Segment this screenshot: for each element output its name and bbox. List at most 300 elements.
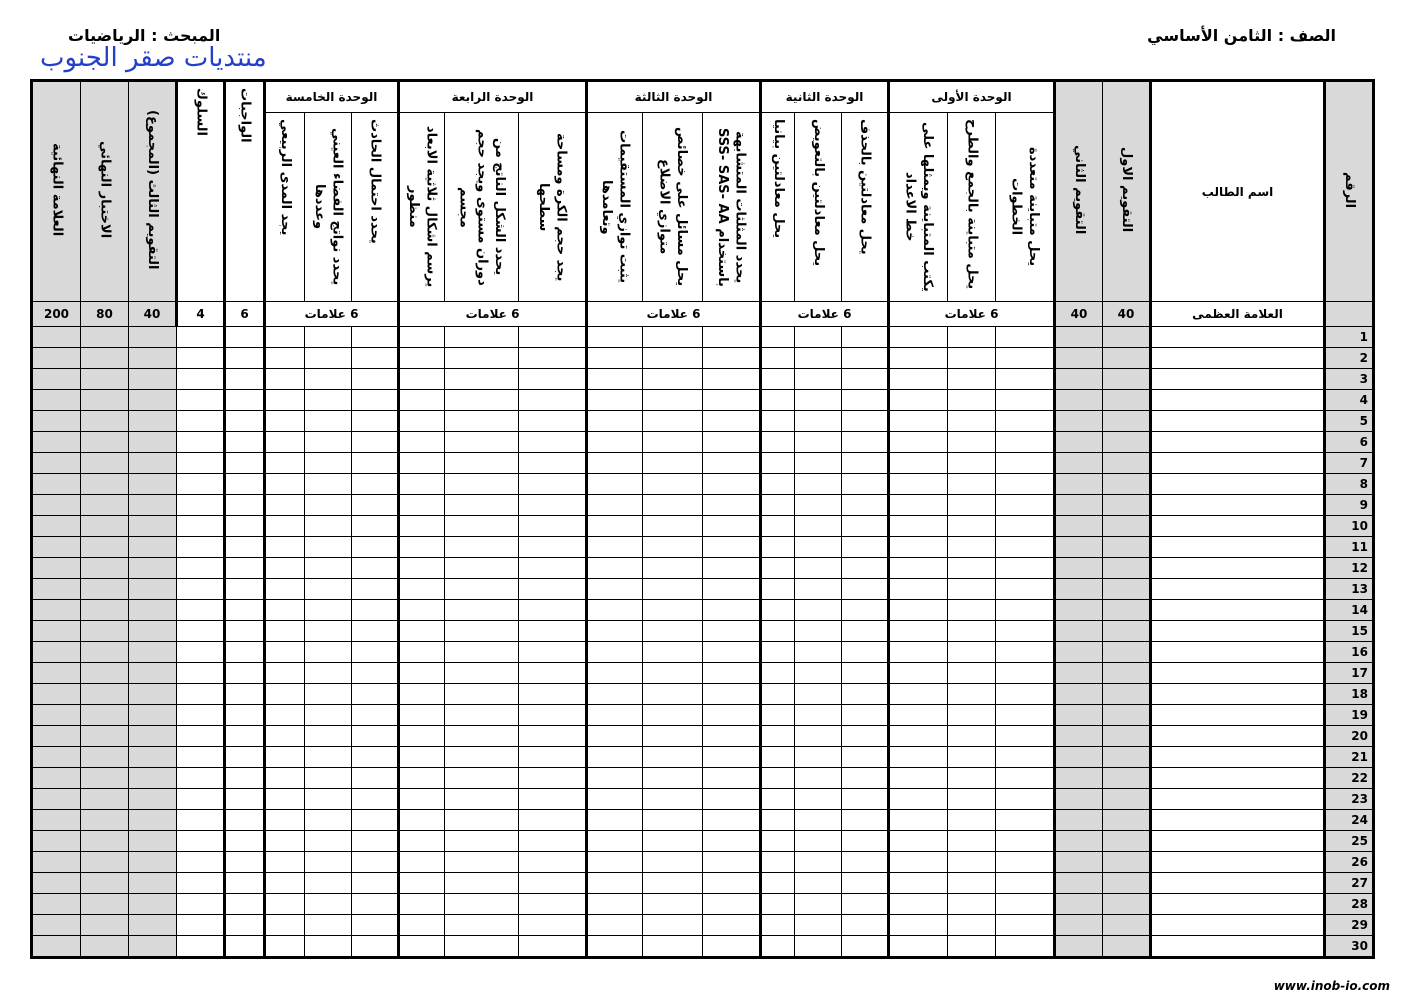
grade-cell[interactable] <box>352 474 399 495</box>
student-name-cell[interactable] <box>1151 684 1325 705</box>
grade-cell[interactable] <box>795 768 842 789</box>
grade-cell[interactable] <box>519 558 587 579</box>
grade-cell[interactable] <box>399 789 445 810</box>
grade-cell[interactable] <box>948 705 996 726</box>
grade-cell[interactable] <box>225 831 265 852</box>
grade-cell[interactable] <box>1055 411 1103 432</box>
grade-cell[interactable] <box>399 516 445 537</box>
grade-cell[interactable] <box>177 747 225 768</box>
grade-cell[interactable] <box>32 516 81 537</box>
grade-cell[interactable] <box>265 831 305 852</box>
grade-cell[interactable] <box>587 621 643 642</box>
grade-cell[interactable] <box>795 915 842 936</box>
grade-cell[interactable] <box>795 894 842 915</box>
grade-cell[interactable] <box>32 873 81 894</box>
grade-cell[interactable] <box>761 831 795 852</box>
grade-cell[interactable] <box>177 348 225 369</box>
grade-cell[interactable] <box>761 663 795 684</box>
grade-cell[interactable] <box>1103 894 1151 915</box>
grade-cell[interactable] <box>81 768 129 789</box>
grade-cell[interactable] <box>129 537 177 558</box>
grade-cell[interactable] <box>32 684 81 705</box>
grade-cell[interactable] <box>587 579 643 600</box>
student-name-cell[interactable] <box>1151 789 1325 810</box>
grade-cell[interactable] <box>445 894 519 915</box>
grade-cell[interactable] <box>129 621 177 642</box>
grade-cell[interactable] <box>399 453 445 474</box>
grade-cell[interactable] <box>889 621 948 642</box>
grade-cell[interactable] <box>996 453 1055 474</box>
grade-cell[interactable] <box>305 768 352 789</box>
grade-cell[interactable] <box>32 495 81 516</box>
grade-cell[interactable] <box>1055 537 1103 558</box>
grade-cell[interactable] <box>399 894 445 915</box>
grade-cell[interactable] <box>948 516 996 537</box>
grade-cell[interactable] <box>129 852 177 873</box>
grade-cell[interactable] <box>81 810 129 831</box>
grade-cell[interactable] <box>265 537 305 558</box>
grade-cell[interactable] <box>352 369 399 390</box>
grade-cell[interactable] <box>842 684 889 705</box>
grade-cell[interactable] <box>1103 810 1151 831</box>
grade-cell[interactable] <box>889 495 948 516</box>
grade-cell[interactable] <box>305 495 352 516</box>
grade-cell[interactable] <box>889 348 948 369</box>
student-name-cell[interactable] <box>1151 810 1325 831</box>
grade-cell[interactable] <box>177 474 225 495</box>
grade-cell[interactable] <box>32 579 81 600</box>
grade-cell[interactable] <box>81 558 129 579</box>
grade-cell[interactable] <box>129 579 177 600</box>
grade-cell[interactable] <box>795 726 842 747</box>
grade-cell[interactable] <box>842 705 889 726</box>
student-name-cell[interactable] <box>1151 873 1325 894</box>
grade-cell[interactable] <box>177 579 225 600</box>
grade-cell[interactable] <box>519 894 587 915</box>
grade-cell[interactable] <box>1055 327 1103 348</box>
grade-cell[interactable] <box>703 537 761 558</box>
grade-cell[interactable] <box>81 453 129 474</box>
grade-cell[interactable] <box>352 915 399 936</box>
grade-cell[interactable] <box>32 915 81 936</box>
grade-cell[interactable] <box>1055 768 1103 789</box>
grade-cell[interactable] <box>265 810 305 831</box>
grade-cell[interactable] <box>761 642 795 663</box>
grade-cell[interactable] <box>889 537 948 558</box>
grade-cell[interactable] <box>265 663 305 684</box>
grade-cell[interactable] <box>399 663 445 684</box>
grade-cell[interactable] <box>889 873 948 894</box>
grade-cell[interactable] <box>81 327 129 348</box>
grade-cell[interactable] <box>795 663 842 684</box>
grade-cell[interactable] <box>399 621 445 642</box>
grade-cell[interactable] <box>225 873 265 894</box>
grade-cell[interactable] <box>996 768 1055 789</box>
grade-cell[interactable] <box>842 936 889 958</box>
grade-cell[interactable] <box>587 474 643 495</box>
grade-cell[interactable] <box>129 747 177 768</box>
grade-cell[interactable] <box>519 915 587 936</box>
grade-cell[interactable] <box>795 474 842 495</box>
grade-cell[interactable] <box>352 411 399 432</box>
grade-cell[interactable] <box>761 810 795 831</box>
grade-cell[interactable] <box>889 894 948 915</box>
grade-cell[interactable] <box>81 495 129 516</box>
grade-cell[interactable] <box>399 327 445 348</box>
grade-cell[interactable] <box>842 579 889 600</box>
grade-cell[interactable] <box>587 810 643 831</box>
grade-cell[interactable] <box>265 747 305 768</box>
grade-cell[interactable] <box>948 684 996 705</box>
grade-cell[interactable] <box>177 789 225 810</box>
grade-cell[interactable] <box>32 831 81 852</box>
grade-cell[interactable] <box>445 579 519 600</box>
grade-cell[interactable] <box>177 852 225 873</box>
grade-cell[interactable] <box>889 474 948 495</box>
grade-cell[interactable] <box>81 348 129 369</box>
grade-cell[interactable] <box>1055 579 1103 600</box>
grade-cell[interactable] <box>889 642 948 663</box>
grade-cell[interactable] <box>352 642 399 663</box>
grade-cell[interactable] <box>265 705 305 726</box>
student-name-cell[interactable] <box>1151 915 1325 936</box>
grade-cell[interactable] <box>703 936 761 958</box>
grade-cell[interactable] <box>305 915 352 936</box>
grade-cell[interactable] <box>703 516 761 537</box>
grade-cell[interactable] <box>352 747 399 768</box>
grade-cell[interactable] <box>445 747 519 768</box>
grade-cell[interactable] <box>703 390 761 411</box>
grade-cell[interactable] <box>948 579 996 600</box>
grade-cell[interactable] <box>225 936 265 958</box>
grade-cell[interactable] <box>996 852 1055 873</box>
grade-cell[interactable] <box>399 936 445 958</box>
grade-cell[interactable] <box>948 348 996 369</box>
grade-cell[interactable] <box>32 411 81 432</box>
grade-cell[interactable] <box>352 873 399 894</box>
grade-cell[interactable] <box>643 600 703 621</box>
grade-cell[interactable] <box>399 411 445 432</box>
grade-cell[interactable] <box>81 726 129 747</box>
grade-cell[interactable] <box>519 831 587 852</box>
grade-cell[interactable] <box>305 558 352 579</box>
grade-cell[interactable] <box>265 726 305 747</box>
grade-cell[interactable] <box>761 894 795 915</box>
grade-cell[interactable] <box>399 432 445 453</box>
grade-cell[interactable] <box>643 894 703 915</box>
grade-cell[interactable] <box>587 642 643 663</box>
grade-cell[interactable] <box>445 495 519 516</box>
grade-cell[interactable] <box>842 789 889 810</box>
grade-cell[interactable] <box>81 579 129 600</box>
grade-cell[interactable] <box>177 537 225 558</box>
grade-cell[interactable] <box>996 348 1055 369</box>
grade-cell[interactable] <box>305 579 352 600</box>
grade-cell[interactable] <box>305 747 352 768</box>
grade-cell[interactable] <box>1055 432 1103 453</box>
grade-cell[interactable] <box>225 432 265 453</box>
grade-cell[interactable] <box>32 894 81 915</box>
grade-cell[interactable] <box>177 768 225 789</box>
grade-cell[interactable] <box>761 852 795 873</box>
grade-cell[interactable] <box>445 516 519 537</box>
grade-cell[interactable] <box>519 726 587 747</box>
grade-cell[interactable] <box>996 831 1055 852</box>
student-name-cell[interactable] <box>1151 432 1325 453</box>
student-name-cell[interactable] <box>1151 600 1325 621</box>
grade-cell[interactable] <box>889 432 948 453</box>
grade-cell[interactable] <box>842 348 889 369</box>
grade-cell[interactable] <box>1103 327 1151 348</box>
grade-cell[interactable] <box>1055 390 1103 411</box>
grade-cell[interactable] <box>225 537 265 558</box>
grade-cell[interactable] <box>1103 495 1151 516</box>
student-name-cell[interactable] <box>1151 348 1325 369</box>
grade-cell[interactable] <box>1103 474 1151 495</box>
grade-cell[interactable] <box>305 936 352 958</box>
grade-cell[interactable] <box>225 789 265 810</box>
grade-cell[interactable] <box>177 600 225 621</box>
grade-cell[interactable] <box>399 852 445 873</box>
grade-cell[interactable] <box>445 432 519 453</box>
grade-cell[interactable] <box>587 684 643 705</box>
student-name-cell[interactable] <box>1151 558 1325 579</box>
grade-cell[interactable] <box>948 894 996 915</box>
grade-cell[interactable] <box>703 726 761 747</box>
grade-cell[interactable] <box>225 390 265 411</box>
student-name-cell[interactable] <box>1151 474 1325 495</box>
grade-cell[interactable] <box>352 726 399 747</box>
grade-cell[interactable] <box>889 726 948 747</box>
grade-cell[interactable] <box>643 495 703 516</box>
grade-cell[interactable] <box>1103 768 1151 789</box>
grade-cell[interactable] <box>1055 600 1103 621</box>
grade-cell[interactable] <box>795 936 842 958</box>
grade-cell[interactable] <box>643 579 703 600</box>
grade-cell[interactable] <box>1103 873 1151 894</box>
grade-cell[interactable] <box>445 453 519 474</box>
grade-cell[interactable] <box>1103 579 1151 600</box>
grade-cell[interactable] <box>519 705 587 726</box>
grade-cell[interactable] <box>703 621 761 642</box>
grade-cell[interactable] <box>889 768 948 789</box>
grade-cell[interactable] <box>177 831 225 852</box>
grade-cell[interactable] <box>703 558 761 579</box>
grade-cell[interactable] <box>761 390 795 411</box>
grade-cell[interactable] <box>1055 852 1103 873</box>
grade-cell[interactable] <box>795 600 842 621</box>
grade-cell[interactable] <box>305 432 352 453</box>
grade-cell[interactable] <box>948 432 996 453</box>
grade-cell[interactable] <box>643 432 703 453</box>
grade-cell[interactable] <box>703 474 761 495</box>
grade-cell[interactable] <box>889 852 948 873</box>
grade-cell[interactable] <box>445 390 519 411</box>
grade-cell[interactable] <box>445 831 519 852</box>
grade-cell[interactable] <box>225 915 265 936</box>
grade-cell[interactable] <box>305 873 352 894</box>
grade-cell[interactable] <box>643 348 703 369</box>
grade-cell[interactable] <box>1103 369 1151 390</box>
grade-cell[interactable] <box>761 327 795 348</box>
grade-cell[interactable] <box>225 516 265 537</box>
grade-cell[interactable] <box>305 537 352 558</box>
grade-cell[interactable] <box>445 411 519 432</box>
grade-cell[interactable] <box>948 495 996 516</box>
grade-cell[interactable] <box>842 915 889 936</box>
grade-cell[interactable] <box>352 600 399 621</box>
student-name-cell[interactable] <box>1151 894 1325 915</box>
grade-cell[interactable] <box>761 684 795 705</box>
grade-cell[interactable] <box>587 495 643 516</box>
grade-cell[interactable] <box>1055 684 1103 705</box>
grade-cell[interactable] <box>587 432 643 453</box>
grade-cell[interactable] <box>445 768 519 789</box>
grade-cell[interactable] <box>842 390 889 411</box>
grade-cell[interactable] <box>399 600 445 621</box>
grade-cell[interactable] <box>643 390 703 411</box>
grade-cell[interactable] <box>1055 663 1103 684</box>
grade-cell[interactable] <box>703 579 761 600</box>
grade-cell[interactable] <box>587 936 643 958</box>
grade-cell[interactable] <box>129 327 177 348</box>
grade-cell[interactable] <box>177 516 225 537</box>
grade-cell[interactable] <box>795 369 842 390</box>
grade-cell[interactable] <box>399 579 445 600</box>
grade-cell[interactable] <box>948 852 996 873</box>
grade-cell[interactable] <box>761 747 795 768</box>
grade-cell[interactable] <box>265 852 305 873</box>
grade-cell[interactable] <box>352 852 399 873</box>
grade-cell[interactable] <box>305 348 352 369</box>
grade-cell[interactable] <box>1103 516 1151 537</box>
grade-cell[interactable] <box>643 663 703 684</box>
grade-cell[interactable] <box>399 390 445 411</box>
grade-cell[interactable] <box>795 852 842 873</box>
grade-cell[interactable] <box>643 747 703 768</box>
grade-cell[interactable] <box>129 453 177 474</box>
grade-cell[interactable] <box>519 369 587 390</box>
grade-cell[interactable] <box>519 747 587 768</box>
grade-cell[interactable] <box>225 411 265 432</box>
grade-cell[interactable] <box>81 516 129 537</box>
grade-cell[interactable] <box>225 348 265 369</box>
grade-cell[interactable] <box>948 747 996 768</box>
grade-cell[interactable] <box>177 642 225 663</box>
grade-cell[interactable] <box>643 684 703 705</box>
grade-cell[interactable] <box>399 369 445 390</box>
grade-cell[interactable] <box>948 600 996 621</box>
grade-cell[interactable] <box>81 747 129 768</box>
student-name-cell[interactable] <box>1151 768 1325 789</box>
grade-cell[interactable] <box>643 936 703 958</box>
grade-cell[interactable] <box>225 894 265 915</box>
student-name-cell[interactable] <box>1151 369 1325 390</box>
grade-cell[interactable] <box>177 726 225 747</box>
grade-cell[interactable] <box>948 726 996 747</box>
grade-cell[interactable] <box>842 747 889 768</box>
grade-cell[interactable] <box>703 663 761 684</box>
student-name-cell[interactable] <box>1151 453 1325 474</box>
grade-cell[interactable] <box>703 705 761 726</box>
grade-cell[interactable] <box>795 411 842 432</box>
grade-cell[interactable] <box>305 369 352 390</box>
grade-cell[interactable] <box>842 495 889 516</box>
grade-cell[interactable] <box>399 684 445 705</box>
grade-cell[interactable] <box>399 747 445 768</box>
grade-cell[interactable] <box>842 663 889 684</box>
grade-cell[interactable] <box>129 726 177 747</box>
grade-cell[interactable] <box>265 600 305 621</box>
grade-cell[interactable] <box>996 684 1055 705</box>
grade-cell[interactable] <box>996 495 1055 516</box>
grade-cell[interactable] <box>1103 348 1151 369</box>
grade-cell[interactable] <box>842 453 889 474</box>
grade-cell[interactable] <box>352 537 399 558</box>
grade-cell[interactable] <box>761 558 795 579</box>
grade-cell[interactable] <box>519 852 587 873</box>
grade-cell[interactable] <box>32 474 81 495</box>
grade-cell[interactable] <box>703 453 761 474</box>
grade-cell[interactable] <box>1055 495 1103 516</box>
grade-cell[interactable] <box>1055 558 1103 579</box>
grade-cell[interactable] <box>1055 894 1103 915</box>
grade-cell[interactable] <box>1055 369 1103 390</box>
grade-cell[interactable] <box>996 873 1055 894</box>
grade-cell[interactable] <box>81 621 129 642</box>
grade-cell[interactable] <box>445 663 519 684</box>
grade-cell[interactable] <box>399 768 445 789</box>
grade-cell[interactable] <box>32 621 81 642</box>
grade-cell[interactable] <box>761 936 795 958</box>
grade-cell[interactable] <box>643 537 703 558</box>
grade-cell[interactable] <box>32 432 81 453</box>
grade-cell[interactable] <box>177 915 225 936</box>
grade-cell[interactable] <box>587 915 643 936</box>
grade-cell[interactable] <box>1103 621 1151 642</box>
grade-cell[interactable] <box>352 894 399 915</box>
grade-cell[interactable] <box>225 726 265 747</box>
grade-cell[interactable] <box>265 369 305 390</box>
grade-cell[interactable] <box>445 873 519 894</box>
grade-cell[interactable] <box>948 663 996 684</box>
grade-cell[interactable] <box>587 831 643 852</box>
grade-cell[interactable] <box>643 789 703 810</box>
grade-cell[interactable] <box>795 789 842 810</box>
grade-cell[interactable] <box>703 369 761 390</box>
grade-cell[interactable] <box>445 852 519 873</box>
grade-cell[interactable] <box>352 453 399 474</box>
grade-cell[interactable] <box>129 369 177 390</box>
grade-cell[interactable] <box>948 873 996 894</box>
student-name-cell[interactable] <box>1151 537 1325 558</box>
grade-cell[interactable] <box>703 873 761 894</box>
grade-cell[interactable] <box>32 348 81 369</box>
grade-cell[interactable] <box>265 474 305 495</box>
grade-cell[interactable] <box>761 453 795 474</box>
grade-cell[interactable] <box>177 327 225 348</box>
grade-cell[interactable] <box>795 537 842 558</box>
grade-cell[interactable] <box>587 327 643 348</box>
grade-cell[interactable] <box>889 327 948 348</box>
grade-cell[interactable] <box>889 810 948 831</box>
grade-cell[interactable] <box>399 873 445 894</box>
grade-cell[interactable] <box>795 873 842 894</box>
grade-cell[interactable] <box>643 705 703 726</box>
grade-cell[interactable] <box>795 390 842 411</box>
grade-cell[interactable] <box>996 600 1055 621</box>
grade-cell[interactable] <box>1103 558 1151 579</box>
